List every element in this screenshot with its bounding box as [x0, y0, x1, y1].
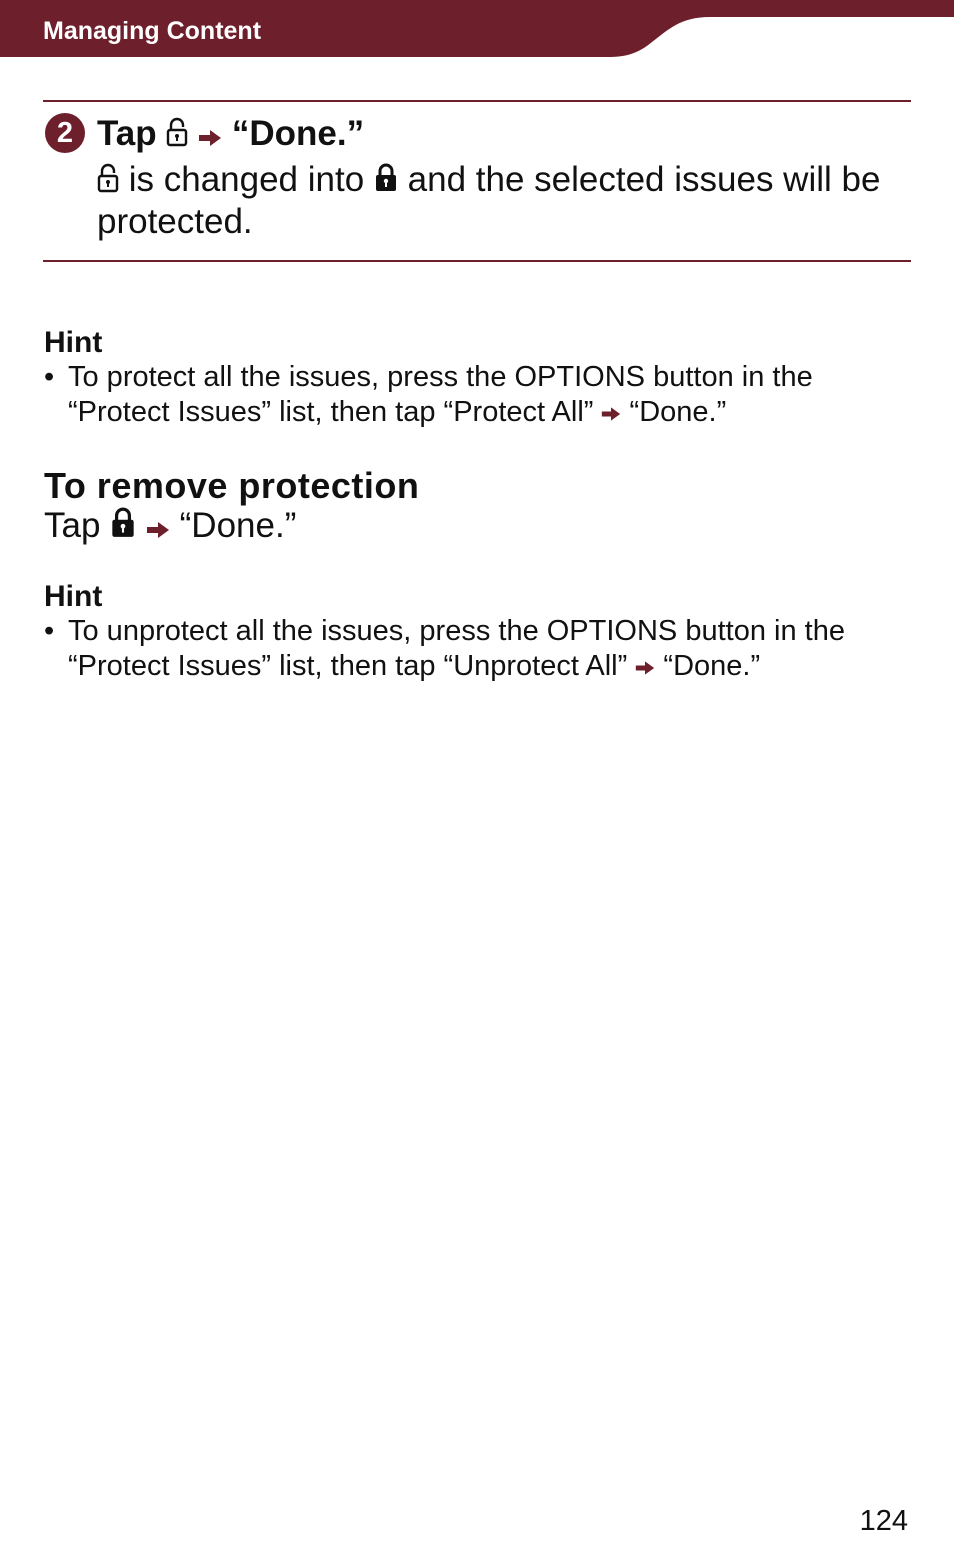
arrow-right-icon [198, 116, 222, 156]
bullet-dot: • [44, 615, 55, 647]
step-box [43, 100, 911, 262]
header-title: Managing Content [43, 17, 262, 45]
step-body-part2: and the selected issues will be protected. [97, 160, 881, 241]
hint-heading-1: Hint [44, 326, 103, 359]
hint-1-line1: To protect all the issues, press the OPTIONS button in the [68, 361, 813, 393]
arrow-right-icon [146, 508, 170, 548]
arrow-right-icon [601, 396, 621, 431]
step-head-prefix: Tap [97, 114, 157, 153]
step-heading [97, 114, 364, 156]
arrow-right-icon [635, 650, 655, 685]
hint-bullet-1 [44, 360, 924, 431]
locked-icon [374, 162, 398, 202]
step-description [97, 160, 907, 242]
header-banner [0, 0, 954, 58]
locked-icon [110, 507, 136, 548]
step-number: 2 [45, 113, 85, 153]
unlocked-icon [97, 162, 119, 202]
page-number: 124 [859, 1505, 908, 1537]
step-head-suffix: “Done.” [231, 114, 365, 153]
unlocked-icon [166, 116, 188, 156]
remove-prefix: Tap [44, 506, 101, 545]
hint-2-line2: “Protect Issues” list, then tap “Unprotect All” “Done.” [68, 649, 924, 685]
hint-heading-2: Hint [44, 580, 103, 613]
remove-instruction [44, 506, 296, 548]
section-heading: To remove protection [44, 465, 420, 506]
remove-suffix: “Done.” [179, 506, 297, 545]
step-body-part1: is changed into [128, 160, 365, 199]
bullet-dot: • [44, 361, 55, 393]
hint-1-line2: “Protect Issues” list, then tap “Protect All” “Done.” [68, 395, 924, 431]
hint-bullet-2 [44, 614, 924, 685]
hint-2-line1: To unprotect all the issues, press the OPTIONS button in the [68, 615, 845, 647]
